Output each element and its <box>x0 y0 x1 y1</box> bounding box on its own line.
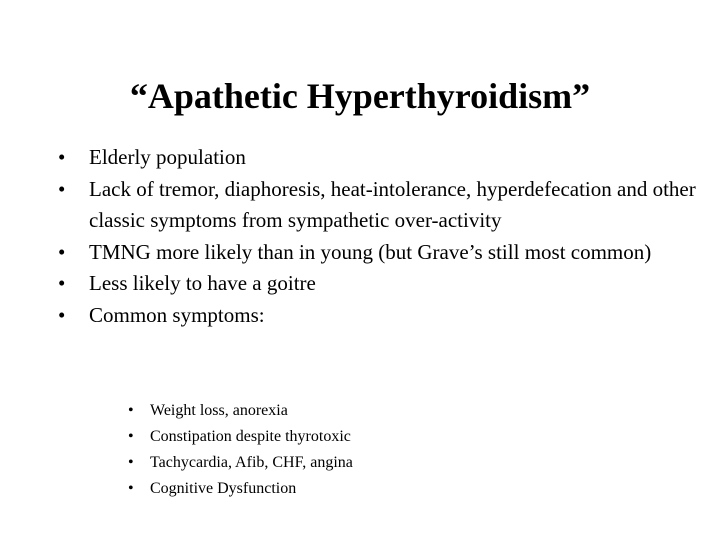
sub-bullet-text: Weight loss, anorexia <box>150 402 288 419</box>
sub-bullet-text: Constipation despite thyrotoxic <box>150 428 351 445</box>
sub-bullet-list <box>128 398 528 502</box>
bullet-text: Lack of tremor, diaphoresis, heat-intolerance, hyperdefecation and other classic symptoms from sympathetic over-activity <box>89 176 696 232</box>
bullet-item <box>58 142 698 174</box>
sub-bullet-item <box>128 398 528 424</box>
bullet-text: TMNG more likely than in young (but Grave’s still most common) <box>89 239 652 264</box>
sub-bullet-icon: • <box>128 454 134 471</box>
bullet-item <box>58 268 698 300</box>
bullet-text: Less likely to have a goitre <box>89 271 316 295</box>
sub-bullet-item <box>128 424 528 450</box>
bullet-item <box>58 237 698 269</box>
bullet-icon: • <box>58 239 66 264</box>
bullet-text: Common symptoms: <box>89 302 265 327</box>
sub-bullet-icon: • <box>128 428 134 445</box>
bullet-icon: • <box>58 176 66 201</box>
sub-bullet-icon: • <box>128 402 134 419</box>
bullet-icon: • <box>58 145 66 169</box>
bullet-item <box>58 300 698 332</box>
sub-bullet-item <box>128 450 528 476</box>
bullet-icon: • <box>58 271 66 295</box>
bullet-item <box>58 174 698 237</box>
slide-title: “Apathetic Hyperthyroidism” <box>129 76 591 116</box>
sub-bullet-text: Tachycardia, Afib, CHF, angina <box>150 454 353 471</box>
bullet-icon: • <box>58 302 66 327</box>
sub-bullet-icon: • <box>128 480 134 497</box>
sub-bullet-text: Cognitive Dysfunction <box>150 480 297 497</box>
bullet-text: Elderly population <box>89 145 246 169</box>
sub-bullet-item <box>128 476 528 502</box>
bullet-list <box>58 142 698 331</box>
